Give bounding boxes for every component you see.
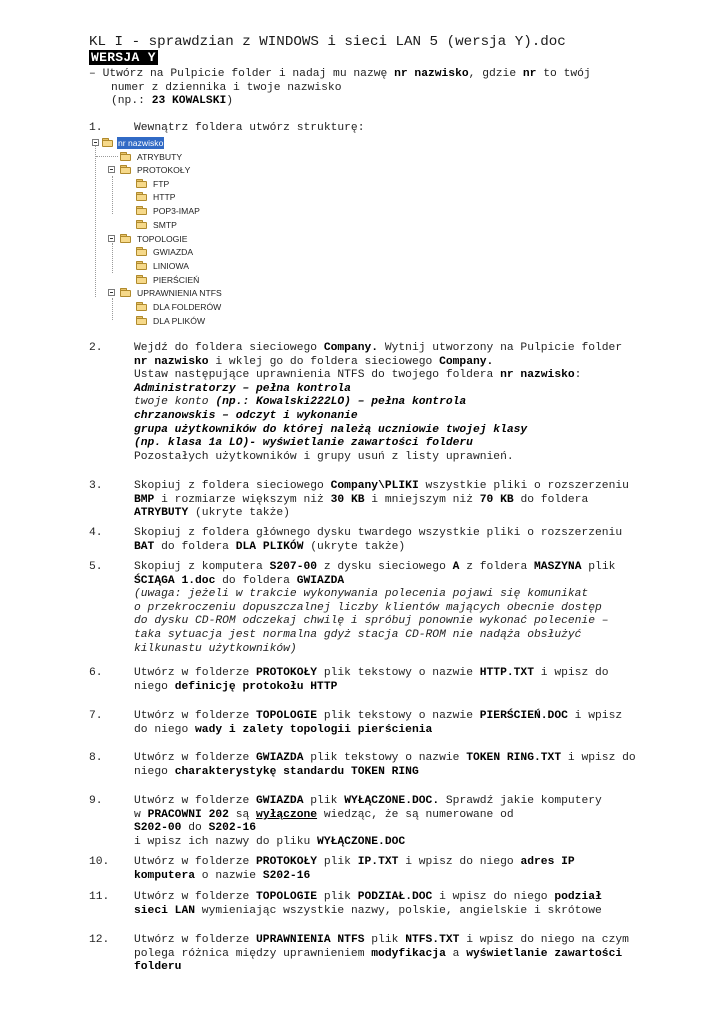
intro-line-3 xyxy=(89,95,591,109)
text-bold: Company. xyxy=(439,355,494,368)
tree-node-label: POP3-IMAP xyxy=(153,206,200,216)
item-number-3: 3. xyxy=(89,480,103,492)
text-bold: nr nazwisko xyxy=(134,355,209,368)
text: i mniejszym niż xyxy=(364,493,480,506)
tree-node-label: PIERŚCIEŃ xyxy=(153,275,200,285)
text: a xyxy=(445,947,467,960)
text-bold-italic: (np.: Kowalski222LO) – pełna kontrola xyxy=(208,396,467,409)
text: plik xyxy=(317,856,358,868)
text-bold: GWIAZDA xyxy=(296,574,345,587)
text-bold: HTTP.TXT xyxy=(479,667,534,679)
text: niego xyxy=(134,765,175,778)
text-bold: BMP xyxy=(134,493,155,506)
text-bold: PODZIAŁ.DOC xyxy=(357,891,433,903)
item-text-6 xyxy=(134,667,609,694)
text-bold: PROTOKOŁY xyxy=(256,667,318,679)
text-bold: TOPOLOGIE xyxy=(256,891,318,903)
text-bold: S202-00 xyxy=(134,822,182,835)
item-text-10 xyxy=(134,856,575,883)
folder-icon xyxy=(120,288,132,297)
text: z dysku sieciowego xyxy=(317,561,453,573)
text-bold: WYŁĄCZONE.DOC xyxy=(317,835,406,848)
text: do foldera xyxy=(215,574,297,587)
item-text-2 xyxy=(134,342,622,464)
text: Utwórz w folderze xyxy=(134,752,257,764)
item-number-6: 6. xyxy=(89,667,103,679)
tree-node-label: DLA PLIKÓW xyxy=(153,316,206,326)
text: i wpisz ich nazwy do pliku xyxy=(134,835,318,848)
item-number-2: 2. xyxy=(89,342,103,354)
text-bold: TOPOLOGIE xyxy=(256,710,318,722)
folder-icon xyxy=(136,206,148,215)
text-bold: PRACOWNI 202 xyxy=(147,808,229,821)
text-bold-italic: grupa użytkowników do której należą uczniowie twojej klasy xyxy=(134,423,528,436)
text: Utwórz w folderze xyxy=(134,891,257,903)
text-bold-underline: wyłączone xyxy=(256,808,318,821)
text-bold: nr nazwisko xyxy=(394,68,469,80)
folder-icon xyxy=(136,179,148,188)
folder-icon xyxy=(136,192,148,201)
tree-connector xyxy=(112,243,113,273)
text-italic: (uwaga: jeżeli w trakcie wykonywania polecenia pojawi się komunikat xyxy=(134,588,589,601)
tree-node-label: DLA FOLDERÓW xyxy=(153,302,222,312)
item-text-5 xyxy=(134,561,615,656)
tree-connector xyxy=(112,298,113,320)
item-number-1: 1. xyxy=(89,122,103,134)
text-bold: charakterystykę standardu TOKEN RING xyxy=(174,765,419,778)
version-banner: WERSJA Y xyxy=(91,50,156,65)
text: Ustaw następujące uprawnienia NTFS do twojego foldera xyxy=(134,369,501,382)
text: i wpisz do xyxy=(533,667,609,679)
folder-icon xyxy=(136,247,148,256)
text: plik xyxy=(317,891,358,903)
folder-icon xyxy=(136,275,148,284)
text: to twój xyxy=(536,68,591,80)
text-italic: o przekroczeniu dopuszczalnej liczby klientów mających obecnie dostęp xyxy=(134,601,602,614)
folder-icon xyxy=(136,316,148,325)
folder-icon xyxy=(120,165,132,174)
text-bold: BAT xyxy=(134,540,155,553)
item-text-9 xyxy=(134,795,602,849)
text-bold: adres IP xyxy=(520,856,575,868)
text: plik tekstowy o nazwie xyxy=(317,710,480,722)
collapse-icon[interactable] xyxy=(108,166,115,173)
item-number-4: 4. xyxy=(89,527,103,539)
text: Utwórz w folderze xyxy=(134,934,257,946)
item-text-12 xyxy=(134,934,629,975)
text-bold: komputera xyxy=(134,869,196,882)
tree-connector xyxy=(95,146,96,297)
text-italic: twoje konto xyxy=(134,396,209,409)
tree-node-label: nr nazwisko xyxy=(118,138,164,148)
item-text-8 xyxy=(134,752,636,779)
text: ) xyxy=(226,95,234,108)
folder-icon xyxy=(136,261,148,270)
text-bold-italic: Administratorzy – pełna kontrola xyxy=(134,382,351,395)
item-text-4 xyxy=(134,527,622,554)
folder-tree xyxy=(92,135,292,335)
text: Utwórz w folderze xyxy=(134,667,257,679)
text: , gdzie xyxy=(468,68,523,80)
text: plik tekstowy o nazwie xyxy=(303,752,467,764)
text: plik xyxy=(364,934,406,946)
folder-icon xyxy=(120,152,132,161)
text: Pozostałych użytkowników i grupy usuń z listy uprawnień. xyxy=(134,450,514,463)
text-bold: MASZYNA xyxy=(534,561,582,573)
text: plik xyxy=(581,561,616,573)
text-bold: Company\PLIKI xyxy=(330,480,419,492)
text-bold: modyfikacja xyxy=(371,947,446,960)
tree-node-label: ATRYBUTY xyxy=(137,152,183,162)
text-bold-italic: chrzanowskis – odczyt i wykonanie xyxy=(134,409,358,422)
folder-icon xyxy=(136,302,148,311)
item-number-12: 12. xyxy=(89,934,110,946)
text-bold: sieci LAN xyxy=(134,904,196,917)
tree-node-label: HTTP xyxy=(153,192,176,202)
text-bold: S202-16 xyxy=(208,822,257,835)
folder-icon xyxy=(102,138,114,147)
tree-connector xyxy=(96,156,118,157)
text-bold: S207-00 xyxy=(269,561,318,573)
text-bold: nr xyxy=(522,68,537,80)
text-bold-italic: (np. klasa 1a LO)- wyświetlanie zawartości folderu xyxy=(134,437,473,450)
text: Skopiuj z foldera sieciowego xyxy=(134,480,331,492)
text-bold: wady i zalety topologii pierścienia xyxy=(195,723,433,736)
intro-line-1 xyxy=(89,68,591,82)
text: Skopiuj z foldera głównego dysku twardego wszystkie pliki o rozszerzeniu xyxy=(134,527,623,539)
text: Wejdź do foldera sieciowego xyxy=(134,342,324,354)
item-number-7: 7. xyxy=(89,710,103,722)
text: i rozmiarze większym niż xyxy=(154,493,331,506)
item-text-1: Wewnątrz foldera utwórz strukturę: xyxy=(134,122,365,134)
text-bold: IP.TXT xyxy=(357,856,399,868)
folder-icon xyxy=(120,234,132,243)
folder-icon xyxy=(136,220,148,229)
text-bold: Company. xyxy=(323,342,379,354)
text: do foldera xyxy=(154,540,236,553)
text-bold: ŚCIĄGA 1.doc xyxy=(134,574,216,587)
text-bold: A xyxy=(452,561,460,573)
collapse-icon[interactable] xyxy=(108,289,115,296)
intro-line-2: numer z dziennika i twoje nazwisko xyxy=(111,81,342,94)
text: są xyxy=(228,808,257,821)
text: i wpisz do niego xyxy=(398,856,521,868)
item-text-11 xyxy=(134,891,602,918)
text: z foldera xyxy=(459,561,535,573)
item-number-11: 11. xyxy=(89,891,110,903)
text: wiedząc, że są numerowane od xyxy=(317,808,514,821)
tree-connector xyxy=(112,176,113,214)
document-title: KL I - sprawdzian z WINDOWS i sieci LAN 5 (wersja Y).doc xyxy=(89,34,566,50)
text: i wklej go do foldera sieciowego xyxy=(208,355,440,368)
text: do niego xyxy=(134,723,196,736)
tree-node-label: GWIAZDA xyxy=(153,247,194,257)
text-bold: wyświetlanie zawartości xyxy=(466,947,623,960)
text: do xyxy=(181,822,209,835)
text-italic: kilkunastu użytkowników) xyxy=(134,642,297,655)
text: i wpisz do niego na czym xyxy=(459,934,629,946)
text: : xyxy=(574,369,582,382)
text-bold: folderu xyxy=(134,961,182,974)
intro-instruction xyxy=(89,68,591,109)
text: (np.: xyxy=(111,95,152,108)
text-bold: S202-16 xyxy=(262,869,311,882)
text-bold: PROTOKOŁY xyxy=(256,856,318,868)
text-italic: taka sytuacja jest normalna gdyż stacja CD-ROM nie nadąża obsłużyć xyxy=(134,628,582,641)
text: Sprawdź jakie komputery xyxy=(439,795,602,807)
tree-node-label: FTP xyxy=(153,179,170,189)
text: polega różnica między uprawnieniem xyxy=(134,947,372,960)
text: Utwórz w folderze xyxy=(134,856,257,868)
text: i wpisz do xyxy=(561,752,636,764)
text: Utwórz w folderze xyxy=(134,710,257,722)
item-number-9: 9. xyxy=(89,795,103,807)
text: niego xyxy=(134,680,175,693)
text: i wpisz do niego xyxy=(432,891,555,903)
text: do foldera xyxy=(513,493,589,506)
text: w xyxy=(134,808,148,821)
item-number-10: 10. xyxy=(89,856,110,868)
tree-node-label: TOPOLOGIE xyxy=(137,234,188,244)
text: plik tekstowy o nazwie xyxy=(317,667,480,679)
text-bold: PIERŚCIEŃ.DOC xyxy=(479,710,568,722)
text-bold: 23 KOWALSKI xyxy=(151,95,227,108)
collapse-icon[interactable] xyxy=(92,139,99,146)
text-bold: nr nazwisko xyxy=(500,369,575,382)
item-text-7 xyxy=(134,710,622,737)
item-text-3 xyxy=(134,480,629,521)
text: i wpisz xyxy=(567,710,623,722)
text-bold: UPRAWNIENIA NTFS xyxy=(256,934,365,946)
text-bold: podział xyxy=(554,891,602,903)
text: (ukryte także) xyxy=(303,540,406,553)
text: Wytnij utworzony na Pulpicie folder xyxy=(378,342,623,354)
tree-node-label: PROTOKOŁY xyxy=(137,165,191,175)
tree-node-label: UPRAWNIENIA NTFS xyxy=(137,288,222,298)
text-italic: do dysku CD-ROM odczekaj chwilę i spróbuj ponownie wykonać polecenie – xyxy=(134,615,609,628)
text-bold: 30 KB xyxy=(330,493,365,506)
text-bold: NTFS.TXT xyxy=(405,934,460,946)
text: wszystkie pliki o rozszerzeniu xyxy=(418,480,629,492)
text: o nazwie xyxy=(195,869,263,882)
item-number-5: 5. xyxy=(89,561,103,573)
text: Utwórz w folderze xyxy=(134,795,257,807)
text-bold: WYŁĄCZONE.DOC. xyxy=(344,795,440,807)
text-bold: DLA PLIKÓW xyxy=(235,540,304,553)
text: (ukryte także) xyxy=(188,507,290,520)
text-bold: ATRYBUTY xyxy=(134,507,189,520)
tree-node-label: SMTP xyxy=(153,220,177,230)
text-bold: GWIAZDA xyxy=(256,795,304,807)
text: Skopiuj z komputera xyxy=(134,561,270,573)
text-bold: definicję protokołu HTTP xyxy=(174,680,338,693)
text: plik xyxy=(303,795,345,807)
collapse-icon[interactable] xyxy=(108,235,115,242)
text: Utwórz na Pulpicie folder i nadaj mu nazwę xyxy=(102,68,395,80)
text: wymieniając wszystkie nazwy, polskie, angielskie i skrótowe xyxy=(195,904,602,917)
bullet-dash: – xyxy=(89,68,96,80)
text-bold: GWIAZDA xyxy=(256,752,304,764)
text-bold: 70 KB xyxy=(479,493,514,506)
text-bold: TOKEN RING.TXT xyxy=(466,752,562,764)
tree-node-label: LINIOWA xyxy=(153,261,189,271)
item-number-8: 8. xyxy=(89,752,103,764)
